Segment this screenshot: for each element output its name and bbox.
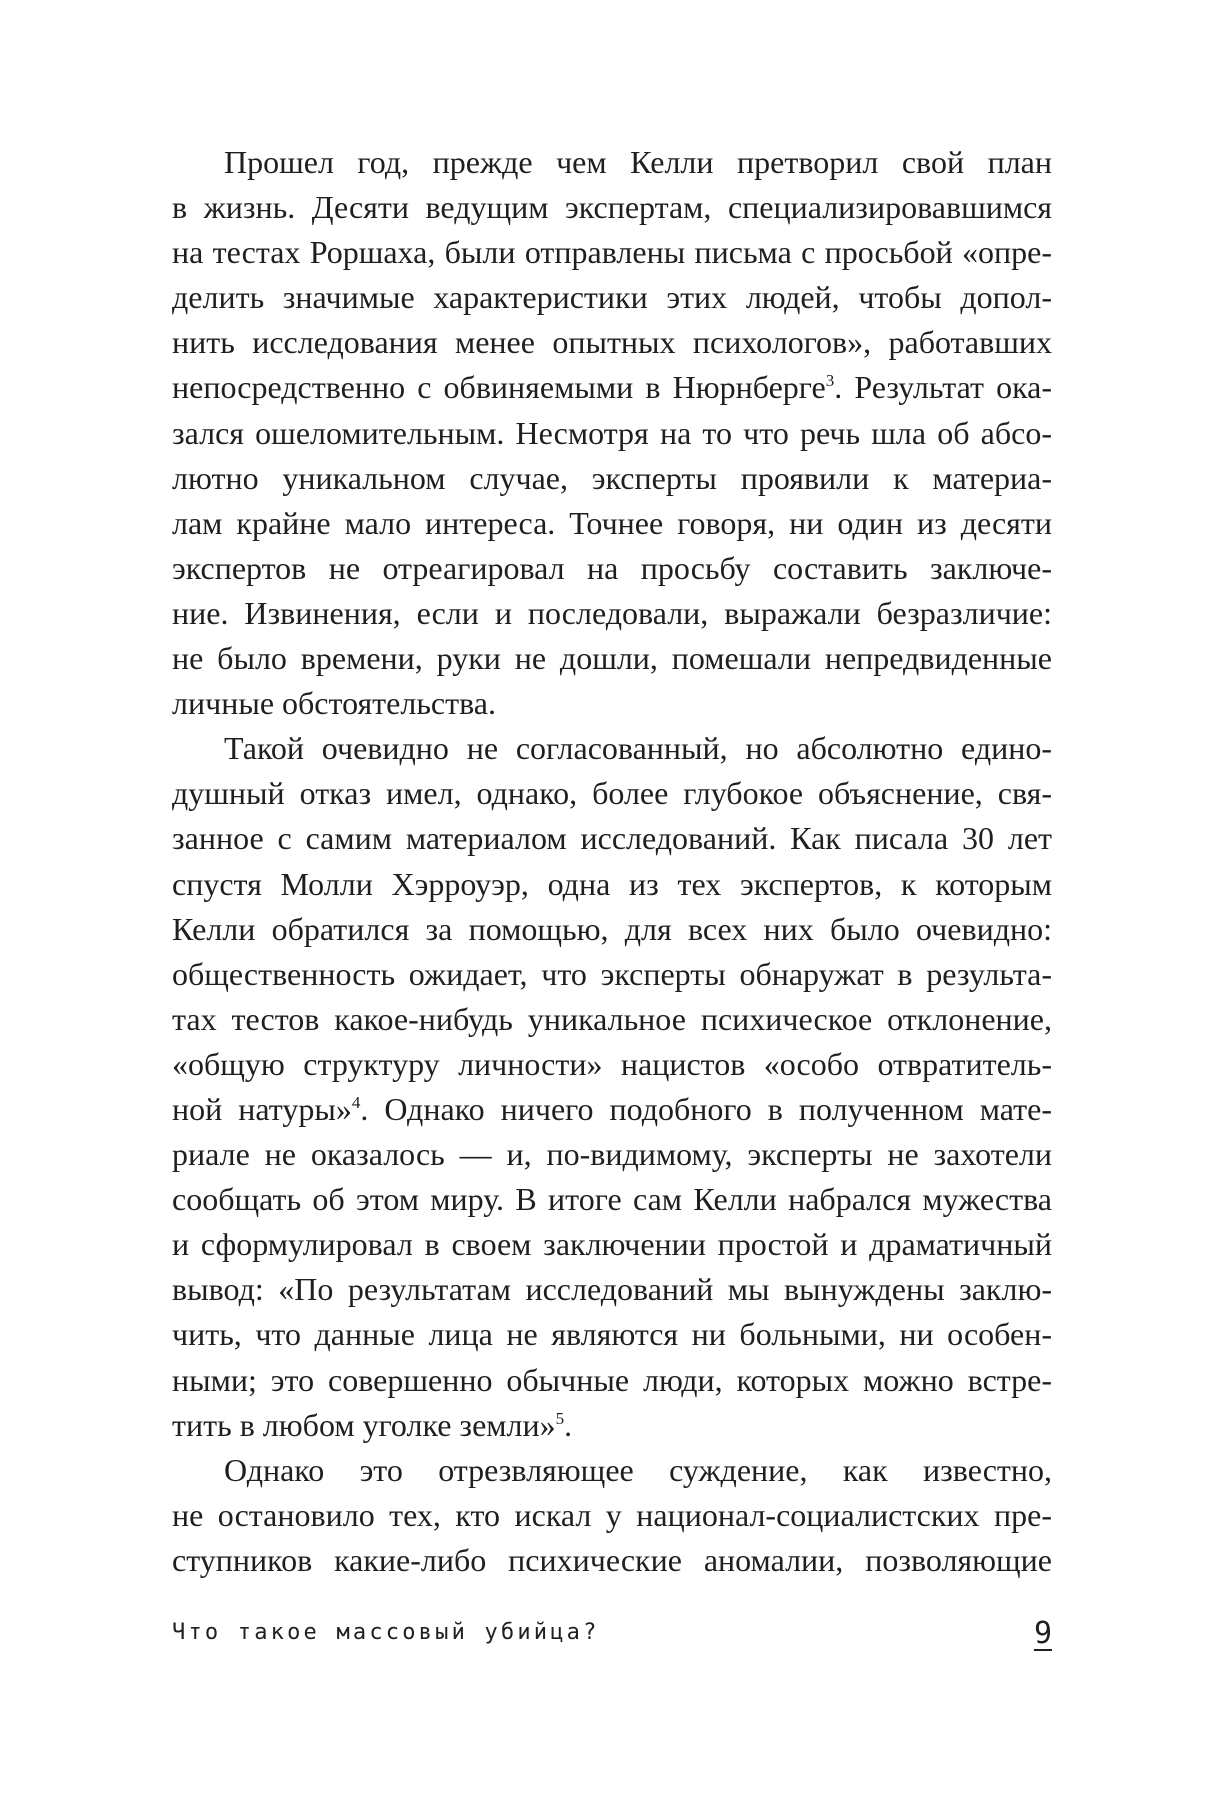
text-segment: тах тестов какое-нибудь уникальное психическое отклонение, bbox=[172, 1000, 1052, 1037]
text-segment: непосредственно с обвиняемыми в Нюрнберге bbox=[172, 369, 826, 406]
text-segment: личные обстоятельства. bbox=[172, 685, 496, 722]
text-line bbox=[172, 681, 1052, 726]
text-segment: общественность ожидает, что эксперты обнаружат в результа- bbox=[172, 955, 1052, 992]
text-segment: Келли обратился за помощью, для всех них было очевидно: bbox=[172, 910, 1052, 947]
text-segment: сообщать об этом миру. В итоге сам Келли набрался мужества bbox=[172, 1181, 1052, 1218]
text-line bbox=[172, 185, 1052, 230]
text-line bbox=[172, 726, 1052, 771]
text-segment: ние. Извинения, если и последовали, выражали безразличие: bbox=[172, 594, 1052, 631]
text-segment: спустя Молли Хэрроуэр, одна из тех экспертов, к которым bbox=[172, 865, 1052, 902]
text-line bbox=[172, 862, 1052, 907]
running-title: Что такое массовый убийца? bbox=[172, 1620, 600, 1645]
text-line bbox=[172, 591, 1052, 636]
text-segment: . Однако ничего подобного в полученном мате- bbox=[360, 1090, 1053, 1127]
text-segment: нить исследования менее опытных психологов», работавших bbox=[172, 324, 1052, 361]
text-line bbox=[172, 411, 1052, 456]
footnote-marker: 5 bbox=[555, 1408, 565, 1428]
text-line bbox=[172, 456, 1052, 501]
text-segment: на тестах Роршаха, были отправлены письма с просьбой «опре- bbox=[172, 234, 1052, 271]
text-line bbox=[172, 907, 1052, 952]
text-line bbox=[172, 1493, 1052, 1538]
text-line bbox=[172, 1448, 1052, 1493]
text-segment: риале не оказалось — и, по-видимому, эксперты не захотели bbox=[172, 1136, 1052, 1173]
text-line bbox=[172, 1358, 1052, 1403]
text-segment: чить, что данные лица не являются ни больными, ни особен- bbox=[172, 1316, 1052, 1353]
text-segment: экспертов не отреагировал на просьбу составить заключе- bbox=[172, 549, 1052, 586]
text-segment: не было времени, руки не дошли, помешали непредвиденные bbox=[172, 640, 1052, 677]
text-line bbox=[172, 1132, 1052, 1177]
text-line bbox=[172, 501, 1052, 546]
text-line bbox=[172, 816, 1052, 861]
paragraph bbox=[172, 726, 1052, 1448]
footnote-marker: 3 bbox=[825, 371, 835, 391]
text-line bbox=[172, 1177, 1052, 1222]
text-segment: душный отказ имел, однако, более глубокое объяснение, свя- bbox=[172, 775, 1052, 812]
text-segment: Однако это отрезвляющее суждение, как известно, bbox=[224, 1451, 1052, 1488]
text-segment: лам крайне мало интереса. Точнее говоря, ни один из десяти bbox=[172, 504, 1052, 541]
body-text bbox=[172, 140, 1052, 1583]
text-segment: . Результат ока- bbox=[834, 369, 1053, 406]
footnote-marker: 4 bbox=[351, 1092, 361, 1112]
text-line bbox=[172, 365, 1052, 410]
page-number: 9 bbox=[1033, 1616, 1052, 1651]
text-segment: и сформулировал в своем заключении простой и драматичный bbox=[172, 1226, 1052, 1263]
text-segment: . bbox=[564, 1406, 573, 1443]
text-segment: лютно уникальном случае, эксперты проявили к материа- bbox=[172, 459, 1052, 496]
text-segment: Такой очевидно не согласованный, но абсолютно едино- bbox=[224, 730, 1052, 767]
text-line bbox=[172, 546, 1052, 591]
page-footer bbox=[172, 1616, 1052, 1660]
text-line bbox=[172, 1403, 1052, 1448]
paragraph bbox=[172, 140, 1052, 726]
text-line bbox=[172, 1087, 1052, 1132]
text-line bbox=[172, 1312, 1052, 1357]
text-segment: Прошел год, прежде чем Келли претворил свой план bbox=[224, 144, 1052, 180]
text-line bbox=[172, 320, 1052, 365]
text-line bbox=[172, 952, 1052, 997]
text-segment: зался ошеломительным. Несмотря на то что речь шла об абсо- bbox=[172, 414, 1052, 451]
text-segment: ступников какие-либо психические аномалии, позволяющие bbox=[172, 1541, 1052, 1578]
text-segment: ными; это совершенно обычные люди, которых можно встре- bbox=[172, 1361, 1052, 1398]
text-line bbox=[172, 1042, 1052, 1087]
text-line bbox=[172, 1267, 1052, 1312]
text-line bbox=[172, 140, 1052, 185]
text-segment: «общую структуру личности» нацистов «особо отвратитель- bbox=[172, 1045, 1052, 1082]
text-line bbox=[172, 1222, 1052, 1267]
text-segment: тить в любом уголке земли» bbox=[172, 1406, 556, 1443]
paragraph bbox=[172, 1448, 1052, 1583]
text-segment: не остановило тех, кто искал у национал-социалистских пре- bbox=[172, 1496, 1052, 1533]
text-line bbox=[172, 636, 1052, 681]
text-segment: ной натуры» bbox=[172, 1090, 352, 1127]
text-segment: вывод: «По результатам исследований мы вынуждены заклю- bbox=[172, 1271, 1052, 1308]
text-line bbox=[172, 771, 1052, 816]
text-line bbox=[172, 1538, 1052, 1583]
text-segment: в жизнь. Десяти ведущим экспертам, специализировавшимся bbox=[172, 189, 1052, 226]
text-line bbox=[172, 997, 1052, 1042]
text-segment: делить значимые характеристики этих людей, чтобы допол- bbox=[172, 279, 1052, 316]
text-line bbox=[172, 275, 1052, 320]
text-line bbox=[172, 230, 1052, 275]
text-segment: занное с самим материалом исследований. Как писала 30 лет bbox=[172, 820, 1052, 857]
